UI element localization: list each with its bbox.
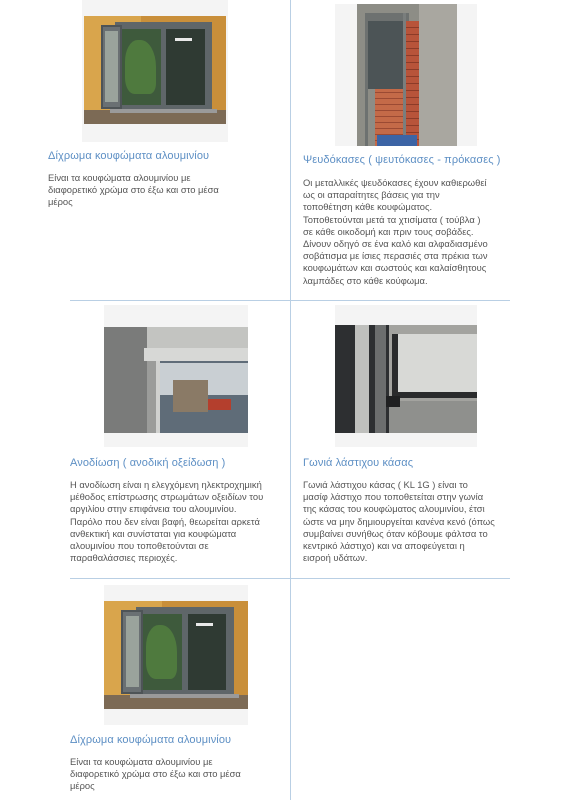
- product-card-two-tone: [0, 0, 290, 300]
- card-description: Είναι τα κουφώματα αλουμινίου με διαφορετικό χρώμα στο έξω και στο μέσα μέρος: [48, 172, 219, 208]
- product-card-pseudo-frames: [291, 0, 581, 300]
- card-description: Είναι τα κουφώματα αλουμινίου με διαφορετικό χρώμα στο έξω και στο μέσα μέρος: [70, 756, 241, 792]
- card-description: Η ανοδίωση είναι η ελεγχόμενη ηλεκτροχημική μέθοδος επίστρωσης στρωμάτων οξειδίων του αργιλίου στην επιφάνεια του αλουμινίου. Παρόλο που δεν είναι βαφή, θεωρείται αρκετά ανθεκτική και συνίσταται για κουφώματα αλουμινίου που τοποθετούνται σε παραθαλάσσιες περιοχές.: [70, 479, 264, 564]
- card-description: Γωνιά λάστιχου κάσας ( KL 1G ) είναι το μασίφ λάστιχο που τοποθετείται στην γωνία της κάσας του κουφώματος αλουμινίου, έτσι ώστε να μην δημιουργείται κανένα κενό (όπως συμβαίνει συνήθως όταν κόβουμε φάλτσα το κεντρικό λάστιχο) και να αποφεύγεται η εισροή υδάτων.: [303, 479, 495, 564]
- card-description: Οι μεταλλικές ψευδόκασες έχουν καθιερωθεί ως οι απαραίτητες βάσεις για την τοποθέτηση κάθε κουφώματος. Τοποθετούνται μετά τα χτισίματα ( τούβλα ) σε κάθε οικοδομή και πριν τους σοβάδες. Δίνουν οδηγό σε ένα καλό και αλφαδιασμένο σοβάτισμα με ίσιες περασιές στα πρέκια των κουφωμάτων και σωστούς και καλαίσθητους λαμπάδες στο κάθε κούφωμα.: [303, 177, 488, 286]
- card-title[interactable]: Δίχρωμα κουφώματα αλουμινίου: [70, 734, 232, 746]
- anodized-frame-photo[interactable]: [104, 327, 248, 433]
- card-title[interactable]: Δίχρωμα κουφώματα αλουμινίου: [48, 150, 210, 162]
- card-title[interactable]: Ψευδόκασες ( ψευτόκασες - πρόκασες ): [303, 154, 501, 166]
- product-card-gasket-corner: [291, 301, 581, 578]
- anodized-frame-photo-frame: [104, 305, 248, 447]
- frame-gasket-corner-photo-frame: [335, 305, 477, 447]
- two-tone-window-photo-frame: [104, 585, 248, 725]
- card-title[interactable]: Ανοδίωση ( ανοδική οξείδωση ): [70, 457, 226, 469]
- product-card-anodizing: [0, 301, 290, 578]
- pseudo-frame-photo[interactable]: [357, 4, 457, 146]
- frame-gasket-corner-photo[interactable]: [335, 325, 477, 433]
- two-tone-window-photo[interactable]: [104, 601, 248, 709]
- pseudo-frame-photo-frame: [335, 4, 477, 146]
- product-card-two-tone-2: [0, 579, 290, 800]
- two-tone-window-photo[interactable]: [84, 16, 226, 124]
- card-title[interactable]: Γωνιά λάστιχου κάσας: [303, 457, 414, 469]
- two-tone-window-photo-frame: [82, 0, 228, 142]
